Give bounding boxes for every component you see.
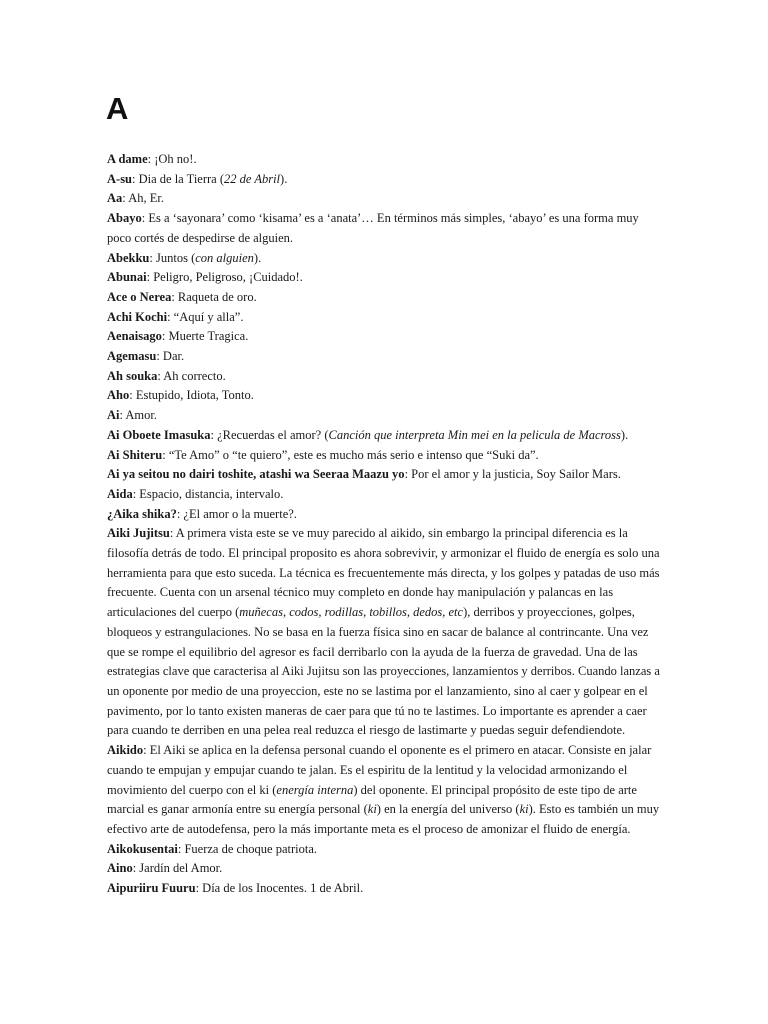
entry-definition: : Dia de la Tierra ( (132, 171, 225, 186)
entry-term: Ace o Nerea (107, 289, 172, 304)
glossary-entry (107, 524, 665, 741)
entry-definition: : ¿Recuerdas el amor? ( (210, 427, 329, 442)
glossary-entry (107, 465, 665, 485)
glossary-entry (107, 189, 665, 209)
glossary-entry (107, 426, 665, 446)
entry-term: Ah souka (107, 368, 158, 383)
glossary-entry (107, 249, 665, 269)
glossary-entry (107, 840, 665, 860)
entry-definition: : Dar. (156, 349, 185, 364)
glossary-entry (107, 879, 665, 899)
entry-term: Agemasu (107, 349, 157, 364)
entry-definition: : ¿El amor o la muerte?. (176, 506, 297, 521)
entry-definition: : Peligro, Peligroso, ¡Cuidado!. (146, 270, 303, 285)
entry-definition: : Muerte Tragica. (161, 329, 249, 344)
glossary-entry (107, 386, 665, 406)
entry-term: Abayo (107, 211, 142, 226)
entry-definition-italic: ki (367, 802, 377, 817)
entry-term: Ai ya seitou no dairi toshite, atashi wa Seeraa Maazu yo (107, 467, 405, 482)
entry-term: Ai Shiteru (107, 447, 163, 462)
entry-definition: : ¡Oh no!. (147, 152, 197, 166)
entry-definition-italic: 22 de Abril (224, 171, 281, 186)
entry-definition: ). (280, 171, 288, 186)
entry-definition: : Fuerza de choque patriota. (177, 841, 318, 856)
entry-term: Aino (107, 861, 133, 876)
entry-term: Aikokusentai (107, 841, 178, 856)
entry-definition: : Amor. (119, 408, 158, 423)
glossary-entry (107, 150, 665, 170)
glossary-entry (107, 859, 665, 879)
entry-term: Aenaisago (107, 329, 162, 344)
glossary-entry (107, 209, 665, 248)
entry-term: Abekku (107, 250, 150, 265)
entry-definition: ). Esto es también un muy efectivo arte de autodefensa, pero la más importante meta es el proceso de amonizar el fluido de energía. (107, 802, 660, 836)
entry-term: Aikido (107, 743, 144, 758)
entry-term: Abunai (107, 270, 147, 285)
glossary-entry (107, 170, 665, 190)
entry-term: A dame (107, 152, 148, 166)
entry-definition: : Por el amor y la justicia, Soy Sailor Mars. (404, 467, 621, 482)
entry-term: Achi Kochi (107, 309, 168, 324)
entry-definition-italic: ki (519, 802, 529, 817)
glossary-entry (107, 268, 665, 288)
entry-term: Aho (107, 388, 130, 403)
entry-definition-italic: Canción que interpreta Min mei en la pelicula de Macross (328, 427, 621, 442)
entry-definition-italic: energía interna (276, 782, 354, 797)
entry-definition: : Día de los Inocentes. 1 de Abril. (195, 881, 364, 896)
entry-definition: : El Aiki se aplica en la defensa personal cuando el oponente es el primero en atacar. Consiste en jalar cuando te empujan y empujar cuando te jalan. Es el espiritu de la lentitud y la velocidad armonizando el movimiento del cuerpo con el ki ( (107, 743, 652, 797)
entry-definition: ), derribos y proyecciones, golpes, bloqueos y estrangulaciones. No se basa en la fuerza física sino en sacar de balance al contrincante. Una vez que se rompe el equilibrio del agresor es facil derribarlo con la ayuda de la fuerza de gravedad. Una de las estrategias clave que caracterisa al Aiki Jujitsu son las proyecciones, lanzamientos y derribos. Cuando lanzas a un oponente por medio de una proyeccion, este no se lastima por el lanzamiento, sino al caer y golpear en el pavimento, por lo tanto existen maneras de caer para que tú no te lastimes. Lo importante es aprender a caer para cuando te derriben en una pelea real reduzca el riesgo de lastimarte y puedas seguir defendiendote. (107, 605, 660, 738)
entry-definition: : Jardín del Amor. (132, 861, 223, 876)
glossary-entry (107, 308, 665, 328)
entry-term: Aiki Jujitsu (107, 526, 170, 541)
entry-term: ¿Aika shika? (107, 506, 177, 521)
entry-definition: : Ah, Er. (122, 191, 164, 206)
glossary-entries (107, 150, 665, 899)
entry-definition: : “Aquí y alla”. (167, 309, 244, 324)
glossary-entry (107, 327, 665, 347)
entry-definition-italic: muñecas, codos, rodillas, tobillos, dedos, etc (239, 605, 464, 620)
entry-term: Ai Oboete Imasuka (107, 427, 211, 442)
section-letter-heading: A (106, 91, 129, 126)
entry-term: Aa (107, 191, 123, 206)
glossary-entry (107, 288, 665, 308)
entry-definition: : Es a ‘sayonara’ como ‘kisama’ es a ‘anata’… En términos más simples, ‘abayo’ es una forma muy poco cortés de despedirse de alguien. (107, 211, 639, 245)
glossary-entry (107, 347, 665, 367)
entry-term: A-su (107, 171, 133, 186)
glossary-entry (107, 485, 665, 505)
entry-definition: : A primera vista este se ve muy parecido al aikido, sin embargo la principal diferencia es la filosofía detrás de todo. El principal proposito es ahora sobrevivir, y armonizar el fluido de energía es solo una herramienta para que esto suceda. La técnica es frecuentemente más directa, y los golpes y patadas de uso más frecuente. Cuenta con un arsenal técnico muy completo en donde hay manipulación y palancas en las articulaciones del cuerpo ( (107, 526, 660, 620)
entry-term: Ai (107, 408, 120, 423)
entry-definition: : “Te Amo” o “te quiero”, este es mucho más serio e intenso que “Suki da”. (162, 447, 539, 462)
entry-term: Aipuriiru Fuuru (107, 881, 196, 896)
entry-definition: ) del oponente. El principal propósito de este tipo de arte marcial es ganar armonía entre su energía personal ( (107, 782, 637, 817)
glossary-entry (107, 406, 665, 426)
entry-definition: : Ah correcto. (157, 368, 226, 383)
entry-term: Aida (107, 486, 133, 501)
entry-definition: : Espacio, distancia, intervalo. (132, 486, 284, 501)
entry-definition: ). (620, 427, 629, 442)
glossary-entry (107, 505, 665, 525)
glossary-entry (107, 446, 665, 466)
entry-definition: : Estupido, Idiota, Tonto. (129, 388, 254, 403)
glossary-entry (107, 367, 665, 387)
entry-definition: ) en la energía del universo ( (376, 802, 520, 817)
glossary-entry (107, 741, 665, 840)
entry-definition-italic: con alguien (195, 250, 254, 265)
entry-definition: : Juntos ( (149, 250, 196, 265)
entry-definition: ). (253, 250, 262, 265)
entry-definition: : Raqueta de oro. (171, 289, 257, 304)
